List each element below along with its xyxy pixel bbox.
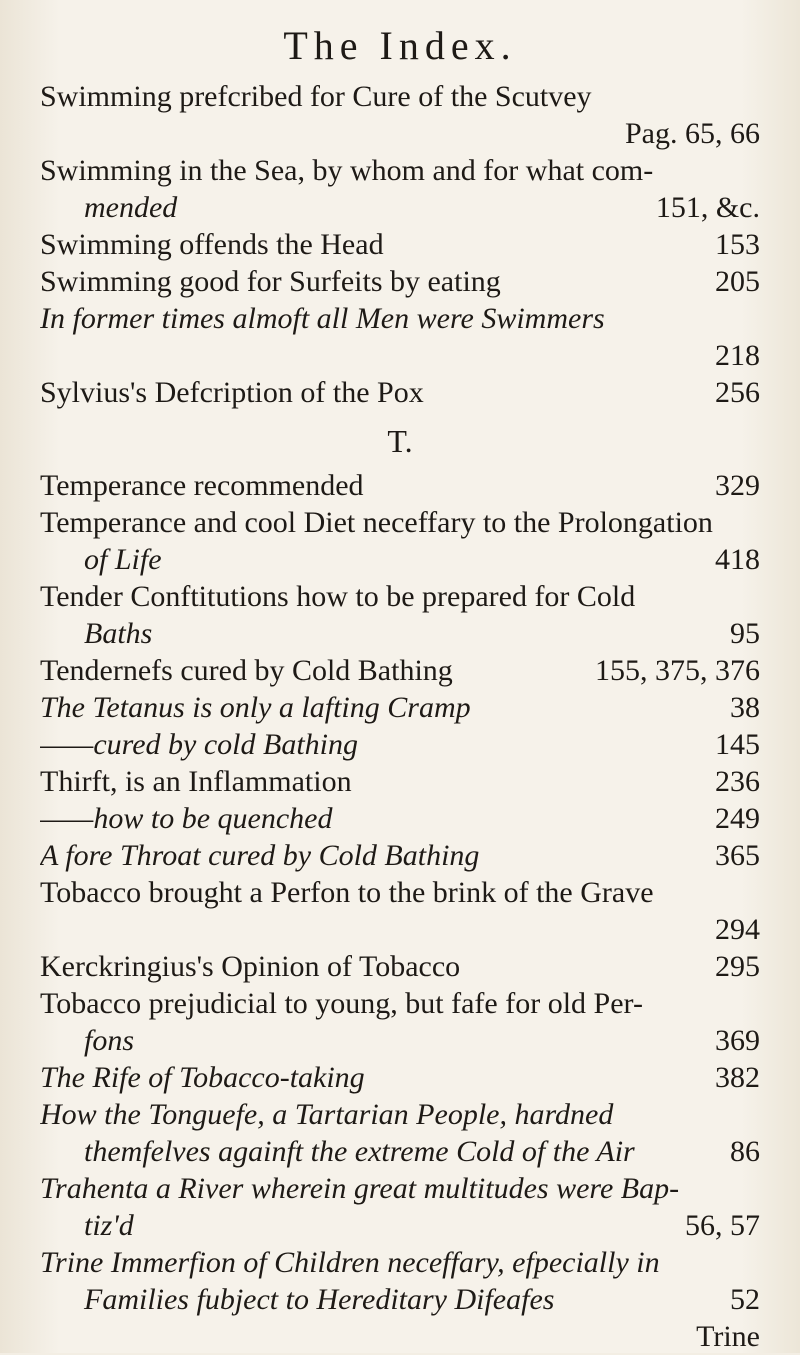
index-entry: themfelves againft the extreme Cold of the Air 86 [84,1135,760,1168]
index-entry: of Life 418 [84,543,760,576]
index-entry: Families fubject to Hereditary Difeafes 52 [84,1283,760,1316]
index-entry: Kerckringius's Opinion of Tobacco 295 [40,950,760,983]
index-entry: Baths 95 [84,617,760,650]
catchword: Trine [696,1320,760,1353]
index-entry: Swimming in the Sea, by whom and for what com- [40,154,654,187]
index-entry: mended 151, &c. [84,191,760,224]
index-entry: Thirft, is an Inflammation 236 [40,765,760,798]
index-entry: Pag. 65, 66 [625,117,760,150]
index-entry: Tobacco prejudicial to young, but fafe for old Per- [40,987,643,1020]
index-entry: Sylvius's Defcription of the Pox 256 [40,376,760,409]
index-entry: ——cured by cold Bathing 145 [40,728,760,761]
index-entry: 294 [715,913,760,946]
index-entry: Swimming prefcribed for Cure of the Scutvey [40,80,592,113]
index-entry: Tobacco brought a Perfon to the brink of the Grave [40,876,654,909]
index-entry: The Tetanus is only a lafting Cramp 38 [40,691,760,724]
index-entries [40,78,760,1355]
index-entry: ——how to be quenched 249 [40,802,760,835]
index-entry: tiz'd 56, 57 [84,1209,760,1242]
index-entry: Temperance and cool Diet neceffary to the Prolongation [40,506,713,539]
index-entry: The Rife of Tobacco-taking 382 [40,1061,760,1094]
index-entry: In former times almoft all Men were Swimmers [40,302,605,335]
section-letter: T. [387,423,413,459]
index-entry: 218 [715,339,760,372]
index-entry: Tender Conftitutions how to be prepared for Cold [40,580,636,613]
index-entry: Swimming good for Surfeits by eating 205 [40,265,760,298]
index-entry: Trine Immerfion of Children neceffary, efpecially in [40,1246,660,1279]
index-entry: A fore Throat cured by Cold Bathing 365 [40,839,760,872]
index-entry: Trahenta a River wherein great multitudes were Bap- [40,1172,680,1205]
page-header: The Index. [283,23,517,68]
index-entry: fons 369 [84,1024,760,1057]
index-entry: How the Tonguefe, a Tartarian People, hardned [40,1098,614,1131]
index-entry: Tendernefs cured by Cold Bathing 155, 375, 376 [40,654,760,687]
index-entry: Temperance recommended 329 [40,469,760,502]
index-entry: Swimming offends the Head 153 [40,228,760,261]
